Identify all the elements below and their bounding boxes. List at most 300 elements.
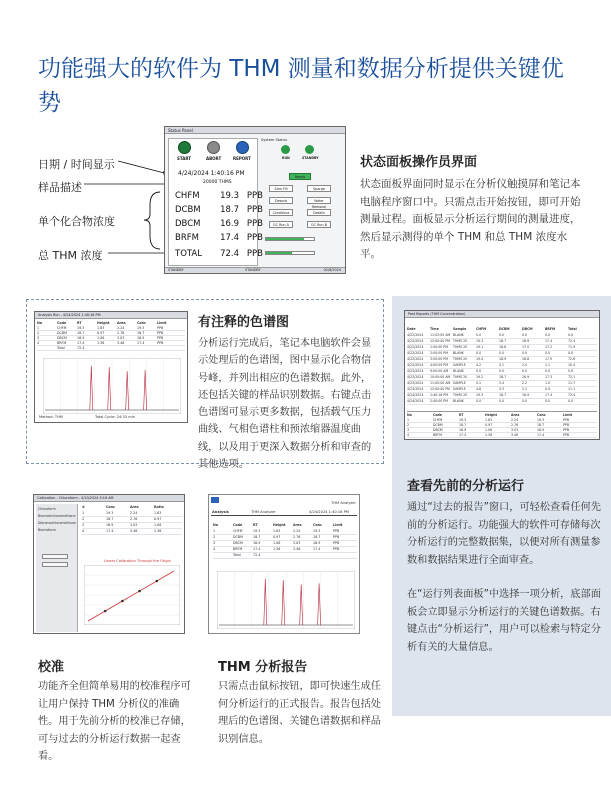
table-cell: 0.0 — [476, 399, 482, 403]
table-cell: 2.76 — [511, 423, 519, 427]
window-titlebar — [405, 311, 599, 318]
table-cell: 16.9 — [77, 336, 85, 340]
table-header: No — [37, 321, 43, 325]
previous-body-1: 通过“过去的报告”窗口，可轻松查看任何先前的分析运行。功能强大的软件可存储每次分析运行的完整数据集，以便对所有测量参数和数据结果进行全面审查。 — [407, 502, 601, 566]
flow-step: GC Run B — [307, 221, 331, 228]
table-cell: 3.46 — [293, 547, 301, 551]
past-reports-screenshot — [404, 310, 600, 440]
sidebar-item[interactable]: Bromodichloromethane — [38, 514, 76, 518]
table-cell: 0.0 — [568, 351, 574, 355]
flow-step: Sam Fill — [269, 185, 293, 192]
table-cell: 2.76 — [130, 517, 138, 521]
table-cell: PPB — [333, 547, 340, 551]
table-cell: 19.3 — [313, 529, 321, 533]
table-cell: BLANK — [453, 333, 464, 337]
compound-value: 18.7 — [220, 205, 239, 215]
table-cell: 17.4 — [137, 341, 145, 345]
progress-fill — [266, 252, 292, 254]
total-value: 72.4 — [220, 249, 239, 259]
calibration-sidebar — [36, 504, 78, 632]
table-cell: 1 — [37, 326, 40, 330]
table-header: Limit — [563, 413, 573, 417]
table-cell: 3.46 — [511, 433, 519, 437]
calibration-screenshot — [33, 494, 185, 634]
table-cell: 16.9 — [522, 339, 530, 343]
table-cell: 3 — [213, 541, 216, 545]
table-cell: 17.4 — [545, 339, 553, 343]
table-cell: 11:02:00 AM — [430, 333, 451, 337]
table-cell: 18.7 — [537, 423, 545, 427]
flow-step: Details — [307, 209, 331, 216]
table-cell: 4/22/2024 — [407, 351, 424, 355]
table-cell: 3.03 — [511, 428, 519, 432]
table-cell: DBCM — [233, 541, 243, 545]
window-title: Status Panel — [168, 128, 193, 133]
table-cell: 2:00:00 PM — [430, 351, 448, 355]
table-cell: 1.36 — [485, 433, 493, 437]
total-unit: PPB — [246, 249, 263, 259]
run-indicator — [281, 145, 290, 154]
calibration-point — [138, 590, 141, 593]
table-cell: 4 — [213, 547, 216, 551]
report-screenshot — [208, 494, 360, 634]
table-header: Conc — [537, 413, 546, 417]
table-cell: 0.0 — [499, 399, 505, 403]
table-cell: 3.46 — [117, 341, 125, 345]
sidebar-item[interactable]: Bromoform — [38, 528, 56, 532]
table-header: Time — [430, 327, 439, 331]
table-cell: BLANK — [453, 369, 464, 373]
window-titlebar — [34, 495, 184, 502]
table-cell: 18.7 — [499, 339, 507, 343]
compound-unit: PPB — [246, 205, 263, 215]
table-cell: 3.03 — [117, 336, 125, 340]
table-cell: 1.36 — [97, 341, 105, 345]
table-cell: 1.06 — [485, 428, 493, 432]
callout-compound: 单个化合物浓度 — [38, 215, 115, 228]
table-cell: 17.5 — [545, 357, 553, 361]
table-header: CHFM — [476, 327, 487, 331]
table-cell: PPB — [333, 535, 340, 539]
table-cell: 16.9 — [253, 541, 261, 545]
table-cell: 4/23/2024 — [407, 381, 424, 385]
table-cell: 2 — [37, 331, 40, 335]
table-cell: 0.97 — [97, 331, 105, 335]
table-cell: 11.7 — [568, 381, 576, 385]
table-header: Ratio — [154, 505, 164, 509]
table-cell: 16.9 — [537, 428, 545, 432]
table-cell: 16.9 — [459, 428, 467, 432]
window-titlebar — [165, 127, 345, 134]
compound-value: 19.3 — [220, 191, 239, 201]
flow-step: Water Removal — [307, 197, 331, 204]
table-cell: PPB — [157, 341, 164, 345]
table-cell: SAMPLE — [453, 387, 466, 391]
table-cell: 4 — [407, 433, 410, 437]
table-cell: 72.4 — [568, 339, 576, 343]
table-cell: 4.2 — [476, 363, 482, 367]
table-cell: 4/24/2024 — [407, 399, 424, 403]
table-cell: PPB — [333, 529, 340, 533]
table-cell: 72.4 — [77, 346, 85, 350]
table-cell: 3:00:00 PM — [430, 357, 448, 361]
table-cell: 19.3 — [77, 326, 85, 330]
table-cell: 1 — [407, 418, 410, 422]
table-cell: 1:00:00 PM — [430, 345, 448, 349]
table-cell: 18.9 — [499, 357, 507, 361]
table-cell: 0.0 — [499, 369, 505, 373]
table-header: Total — [568, 327, 577, 331]
flow-step: Desorb — [269, 197, 293, 204]
past-reports-detail-table — [407, 411, 597, 439]
table-cell: 16.9 — [137, 336, 145, 340]
table-cell: BLANK — [453, 351, 464, 355]
compound-name: DCBM — [175, 205, 201, 215]
table-cell: 19.3 — [253, 529, 261, 533]
table-cell: 72.6 — [568, 357, 576, 361]
calibration-chart-caption: Linear Calibration Through the Origin — [104, 559, 171, 563]
sample-display: 20000 THMS — [203, 180, 232, 185]
standby-indicator — [305, 145, 314, 154]
chromatogram-screenshot — [34, 311, 188, 423]
table-cell: 3 — [37, 336, 40, 340]
table-cell: 72.1 — [568, 375, 576, 379]
table-cell: 12:00:00 PM — [430, 387, 451, 391]
table-cell: 0.97 — [154, 517, 162, 521]
table-cell: 19.4 — [476, 357, 484, 361]
table-cell: 0.0 — [545, 369, 551, 373]
report-logo — [211, 497, 219, 503]
compound-name: CHFM — [175, 191, 200, 201]
report-subtitle: THM Analyzer — [251, 510, 276, 514]
system-status-label: System Status — [261, 138, 287, 142]
table-cell: 0.0 — [499, 351, 505, 355]
table-cell: 18.7 — [253, 535, 261, 539]
page-title: 功能强大的软件为 THM 测量和数据分析提供关键优势 — [38, 56, 564, 116]
table-cell: 1.06 — [97, 336, 105, 340]
table-header: RT — [77, 321, 82, 325]
table-cell: 17.4 — [459, 433, 467, 437]
table-cell: 19.3 — [476, 339, 484, 343]
window-titlebar — [35, 312, 187, 319]
table-header: Limit — [333, 523, 343, 527]
table-cell: 1.83 — [485, 418, 493, 422]
table-cell: 18.7 — [499, 375, 507, 379]
table-cell: PPB — [563, 428, 570, 432]
table-cell: 0.0 — [545, 399, 551, 403]
table-cell: 2.0 — [522, 363, 528, 367]
table-header: No — [407, 413, 412, 417]
report-label: REPORT — [233, 156, 251, 161]
table-cell: 0.0 — [568, 369, 574, 373]
table-cell: 19.3 — [476, 393, 484, 397]
table-cell: 4/23/2024 — [407, 387, 424, 391]
table-cell: 18.7 — [77, 331, 85, 335]
calibration-chart — [84, 565, 180, 625]
status-body: 状态面板界面同时显示在分析仪触摸屏和笔记本电脑程序窗口中。只需点击开始按钮，即可开始测量过程。面板显示分析运行期间的测量进度，然后显示测得的单个 THM 和总 THM 浓度水平。 — [360, 178, 581, 260]
report-body: 只需点击鼠标按钮，即可快速生成任何分析运行的正式报告。报告包括处理后的色谱图、关键色谱数据和样品识别信息。 — [218, 681, 381, 745]
report-logo-caption: THM Analyzer — [331, 501, 356, 505]
table-cell: PPB — [333, 541, 340, 545]
table-cell: THMS 20 — [453, 339, 468, 343]
flow-step: GC Run A — [269, 221, 293, 228]
table-cell: 0.0 — [499, 333, 505, 337]
table-cell: BRFM — [433, 433, 442, 437]
abort-button[interactable] — [207, 141, 220, 154]
table-cell: 4/24/2024 — [407, 393, 424, 397]
table-cell: 9:00:00 AM — [430, 369, 449, 373]
table-cell: 4:00:00 PM — [430, 363, 448, 367]
table-cell: 4/22/2024 — [407, 345, 424, 349]
table-cell: 19.1 — [476, 345, 484, 349]
abort-label: ABORT — [206, 156, 222, 161]
table-cell: 4/23/2024 — [407, 375, 424, 379]
table-cell: 0.0 — [476, 333, 482, 337]
progress-bar — [265, 237, 315, 241]
sidebar-item[interactable]: Chloroform — [38, 507, 56, 511]
table-header: DCBM — [499, 327, 510, 331]
table-cell: PPB — [157, 326, 164, 330]
callout-datetime: 日期 / 时间显示 — [38, 158, 115, 171]
line-datetime — [118, 161, 168, 174]
compound-value: 16.9 — [220, 219, 239, 229]
compound-bracket — [144, 192, 160, 249]
table-header: Height — [485, 413, 497, 417]
calibration-point — [104, 610, 107, 613]
table-cell: 0.97 — [485, 423, 493, 427]
callout-total: 总 THM 浓度 — [38, 249, 103, 262]
previous-body-2: 在“运行列表面板”中选择一项分析，底部面板会立即显示分析运行的关键色谱数据。右键点击“分析运行”，用户可以检索与特定分析有关的大量信息。 — [407, 589, 601, 653]
table-cell: 0.0 — [568, 333, 574, 337]
table-header: Area — [117, 321, 126, 325]
table-cell: DCBM — [433, 423, 443, 427]
table-cell: 1.06 — [154, 523, 162, 527]
table-cell: PPB — [563, 418, 570, 422]
status-footer — [165, 267, 345, 273]
table-cell: 1.06 — [273, 541, 281, 545]
table-cell: PPB — [563, 433, 570, 437]
table-header: Limit — [157, 321, 167, 325]
table-cell: 2.1 — [522, 387, 528, 391]
table-header: RT — [253, 523, 258, 527]
table-cell: 18.6 — [499, 345, 507, 349]
compound-row — [175, 205, 263, 215]
flow-step: Ready — [289, 173, 311, 180]
table-header: Height — [273, 523, 286, 527]
table-cell: 4 — [82, 529, 85, 533]
report-title-bar — [211, 509, 357, 516]
calibration-table — [82, 505, 182, 545]
table-cell: 3 — [82, 523, 85, 527]
table-cell: 3.4 — [499, 381, 505, 385]
table-cell: 2.24 — [117, 326, 125, 330]
table-cell: 18.7 — [499, 393, 507, 397]
table-cell: PPB — [563, 423, 570, 427]
table-cell: 17.4 — [537, 433, 545, 437]
window-title: Analysis Run - 4/24/2024 1:40:16 PM — [38, 313, 101, 317]
table-header: Conc — [106, 505, 115, 509]
footer-left: STANDBY — [168, 268, 184, 272]
table-cell: 2 — [407, 423, 410, 427]
table-cell: 4.8 — [476, 387, 482, 391]
table-header: # — [82, 505, 85, 509]
table-header: Sample — [453, 327, 467, 331]
table-cell: DCBM — [57, 331, 67, 335]
table-header: Conc — [137, 321, 146, 325]
table-header: Date — [407, 327, 416, 331]
table-cell: 0.0 — [476, 351, 482, 355]
report-date: 4/24/2024 1:40:16 PM — [309, 510, 349, 514]
table-cell: 10.4 — [568, 363, 576, 367]
flow-step: Sparge — [307, 185, 331, 192]
table-cell: CHFM — [57, 326, 67, 330]
compound-row — [175, 233, 263, 243]
table-cell: 72.4 — [253, 553, 261, 557]
window-title: Calibration - Chloroform - 4/10/2024 9:16 AM — [37, 496, 114, 500]
table-cell: 1 — [82, 511, 85, 515]
table-cell: 1 — [213, 529, 216, 533]
compound-unit: PPB — [246, 219, 263, 229]
table-cell: 0.0 — [568, 399, 574, 403]
report-button[interactable] — [236, 141, 249, 154]
table-cell: 3 — [407, 428, 410, 432]
table-cell: 0.0 — [545, 333, 551, 337]
table-header: Code — [233, 523, 243, 527]
table-header: Height — [97, 321, 110, 325]
table-cell: 2.24 — [130, 511, 138, 515]
chromatogram-heading: 有注释的色谱图 — [198, 315, 290, 330]
table-cell: BRFM — [57, 341, 67, 345]
table-cell: 4/22/2024 — [407, 339, 424, 343]
datetime-display: 4/24/2024 1:40:16 PM — [178, 170, 245, 177]
table-cell: 0.0 — [522, 399, 528, 403]
compound-value: 17.4 — [220, 233, 239, 243]
past-reports-table — [407, 327, 597, 407]
table-cell: 2.2 — [522, 381, 528, 385]
table-header: No — [213, 523, 219, 527]
table-cell: SAMPLE — [453, 363, 466, 367]
compound-name: BRFM — [175, 233, 199, 243]
table-cell: Total — [57, 346, 65, 350]
chromatogram-chart — [43, 358, 181, 414]
table-header: DBCM — [522, 327, 533, 331]
table-cell: 18.7 — [106, 517, 114, 521]
table-cell: 2 — [82, 517, 85, 521]
table-cell: 19.3 — [459, 418, 467, 422]
start-label: START — [177, 156, 192, 161]
table-cell: 0.0 — [522, 369, 528, 373]
table-cell: 16.9 — [522, 393, 530, 397]
table-cell: 19.3 — [106, 511, 114, 515]
table-cell: 3.03 — [293, 541, 301, 545]
table-cell: THMS 20 — [453, 357, 468, 361]
table-cell: THMS 20 — [453, 345, 468, 349]
table-cell: 2.24 — [511, 418, 519, 422]
table-cell: 4/22/2024 — [407, 357, 424, 361]
table-cell: DCBM — [233, 535, 243, 539]
calibration-run-button[interactable] — [42, 554, 68, 559]
table-cell: 11:00:00 AM — [430, 381, 451, 385]
report-table — [213, 523, 357, 567]
table-header: Code — [57, 321, 67, 325]
compound-row — [175, 219, 263, 229]
table-cell: 2 — [213, 535, 216, 539]
table-cell: BLANK — [453, 399, 464, 403]
table-cell: 16.9 — [313, 541, 321, 545]
status-heading: 状态面板操作员界面 — [360, 155, 478, 170]
start-button[interactable] — [178, 141, 191, 154]
table-cell: 18.7 — [459, 423, 467, 427]
calibration-clear-button[interactable] — [42, 562, 68, 567]
compound-row — [175, 191, 263, 201]
compound-unit: PPB — [246, 191, 263, 201]
chromatogram-footer-left: Method: THM — [39, 415, 63, 419]
table-header: Area — [293, 523, 302, 527]
table-cell: 16.8 — [522, 357, 530, 361]
footer-mid: STANDBY — [245, 268, 261, 272]
table-cell: 17.4 — [106, 529, 114, 533]
table-header: Area — [130, 505, 139, 509]
table-cell: DBCM — [433, 428, 443, 432]
previous-heading: 查看先前的分析运行 — [407, 479, 525, 494]
progress-bar — [265, 251, 315, 255]
table-cell: 4/22/2024 — [407, 363, 424, 367]
table-header: Code — [433, 413, 442, 417]
report-chromatogram — [217, 571, 355, 629]
calibration-point — [121, 600, 124, 603]
table-cell: 1.0 — [545, 381, 551, 385]
table-cell: 72.4 — [568, 393, 576, 397]
table-header: Conc — [313, 523, 322, 527]
table-cell: 5.1 — [476, 381, 482, 385]
table-cell: THMS 20 — [453, 375, 468, 379]
status-panel-screenshot — [164, 126, 346, 274]
table-cell: 3.1 — [499, 363, 505, 367]
table-cell: 16.9 — [106, 523, 114, 527]
table-cell: SAMPLE — [453, 381, 466, 385]
table-cell: 1.36 — [154, 529, 162, 533]
table-cell: 1.83 — [273, 529, 281, 533]
table-cell: 1.83 — [154, 511, 162, 515]
table-cell: CHFM — [433, 418, 443, 422]
table-cell: 0.0 — [522, 351, 528, 355]
table-cell: 4/23/2024 — [407, 369, 424, 373]
table-cell: 0.9 — [545, 387, 551, 391]
table-cell: 19.2 — [476, 375, 484, 379]
table-cell: 1.83 — [97, 326, 105, 330]
table-cell: 17.3 — [545, 375, 553, 379]
table-cell: 19.3 — [537, 418, 545, 422]
table-cell: BRFM — [233, 547, 243, 551]
chromatogram-table — [37, 321, 185, 353]
chromatogram-footer-right: Total Cycle: 24:33 min — [95, 415, 135, 419]
table-header: Area — [511, 413, 520, 417]
total-row — [175, 249, 263, 259]
run-label: RUN — [282, 156, 290, 160]
table-cell: 17.4 — [313, 547, 321, 551]
table-cell: PPB — [157, 336, 164, 340]
flow-step: Conditions — [269, 209, 293, 216]
sidebar-item[interactable]: Dibromochloromethane — [38, 521, 76, 525]
table-cell: 1:40:16 PM — [430, 393, 448, 397]
table-cell: 17.0 — [522, 345, 530, 349]
table-cell: 17.4 — [545, 393, 553, 397]
table-cell: 2.76 — [117, 331, 125, 335]
table-cell: 3.46 — [130, 529, 138, 533]
compound-unit: PPB — [246, 233, 263, 243]
standby-label: STANDBY — [302, 156, 319, 160]
table-cell: 0.97 — [273, 535, 281, 539]
